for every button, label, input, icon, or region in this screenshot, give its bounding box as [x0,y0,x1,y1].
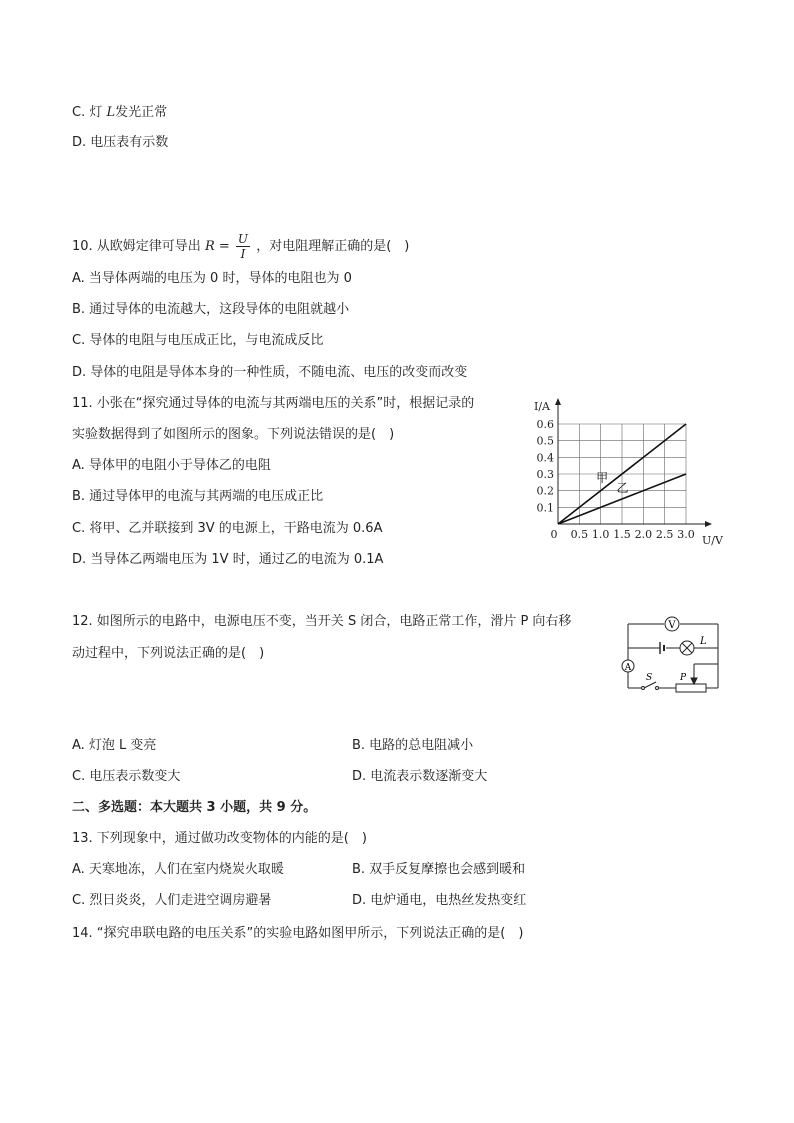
q12-stem-line2: 动过程中，下列说法正确的是( ) [72,646,265,661]
y-tick-label: 0.5 [536,434,554,448]
x-tick-label: 3.0 [677,528,695,541]
x-tick-label: 2.0 [634,528,653,541]
q9-option-c-text: C. 灯 [72,105,103,120]
q11-option-b: B. 通过导体甲的电流与其两端的电压成正比 [72,489,324,504]
q10-formula-fraction [236,232,250,261]
q9-option-c-tail: 发光正常 [115,105,168,120]
q11-option-c: C. 将甲、乙并联接到 3V 的电源上，干路电流为 0.6A [72,521,383,536]
q11-option-a: A. 导体甲的电阻小于导体乙的电阻 [72,458,271,473]
voltmeter-icon [665,617,679,631]
q10-option-b: B. 通过导体的电流越大，这段导体的电阻就越小 [72,302,350,317]
section-two-title: 二、多选题：本大题共 3 小题，共 9 分。 [72,800,317,815]
q9-option-c [72,104,167,122]
q12-option-a: A. 灯泡 L 变亮 [72,738,157,753]
q11-option-d: D. 当导体乙两端电压为 1V 时，通过乙的电流为 0.1A [72,552,384,567]
q13-option-b: B. 双手反复摩擦也会感到暖和 [352,862,526,877]
q10-stem [72,232,409,261]
x-tick-label: 0.5 [570,528,589,541]
ammeter-icon [622,660,634,673]
q10-stem-pre: 10. 从欧姆定律可导出 [72,239,201,254]
switch-icon [642,673,659,690]
y-tick-label: 0.3 [536,468,554,481]
q10-option-c: C. 导体的电阻与电压成正比，与电流成反比 [72,333,324,348]
x-tick-label: 2.5 [655,528,674,541]
q12-option-c: C. 电压表示数变大 [72,769,181,784]
chart-labels [534,400,724,547]
x-tick-label: 1.5 [613,528,631,541]
svg-text:L: L [700,636,707,647]
lamp-icon [680,636,707,655]
q10-option-a: A. 当导体两端的电压为 0 时，导体的电阻也为 0 [72,271,352,286]
q12-circuit-diagram [614,612,724,697]
q13-stem: 13. 下列现象中，通过做功改变物体的内能的是( ) [72,831,367,846]
series-label-0: 甲 [596,471,609,485]
svg-text:V: V [668,620,676,631]
q10-stem-post: ，对电阻理解正确的是( ) [256,239,410,254]
q10-formula-denominator: I [240,247,246,261]
x-tick-label: 0 [550,528,558,541]
x-tick-label: 1.0 [591,528,610,541]
y-tick-label: 0.4 [536,451,554,465]
series-label-1: 乙 [616,481,629,495]
q13-option-c: C. 烈日炎炎，人们走进空调房避暑 [72,893,272,908]
rheostat-slider-icon [679,673,687,683]
y-tick-label: 0.6 [536,418,554,431]
q9-option-c-var: L [106,105,116,120]
q10-option-d: D. 导体的电阻是导体本身的一种性质，不随电流、电压的改变而改变 [72,365,468,380]
q12-option-d: D. 电流表示数逐渐变大 [352,769,488,784]
svg-text:A: A [624,663,632,673]
y-axis-label: I/A [534,400,550,413]
y-tick-label: 0.2 [536,484,554,498]
q13-option-d: D. 电炉通电，电热丝发热变红 [352,893,527,908]
q10-formula-lhs: R = [204,239,230,254]
y-tick-label: 0.1 [536,501,554,515]
x-axis-arrow [705,521,712,527]
x-axis-label: U/V [702,534,723,547]
q11-stem-line2: 实验数据得到了如图所示的图象。下列说法错误的是( ) [72,427,395,442]
q9-option-d: D. 电压表有示数 [72,135,169,150]
q11-stem-line1: 11. 小张在“探究通过导体的电流与其两端电压的关系”时，根据记录的 [72,396,475,411]
q10-formula-numerator: U [237,232,249,246]
q14-stem: 14. “探究串联电路的电压关系”的实验电路如图甲所示，下列说法正确的是( ) [72,926,524,941]
q12-stem-line1: 12. 如图所示的电路中，电源电压不变，当开关 S 闭合，电路正常工作，滑片 P 向右移 [72,614,572,629]
q12-option-b: B. 电路的总电阻减小 [352,738,474,753]
y-axis-arrow [555,398,561,405]
svg-text:S: S [646,673,653,683]
svg-text:P: P [680,673,687,683]
q13-option-a: A. 天寒地冻，人们在室内烧炭火取暖 [72,862,284,877]
iu-graph [520,392,730,552]
